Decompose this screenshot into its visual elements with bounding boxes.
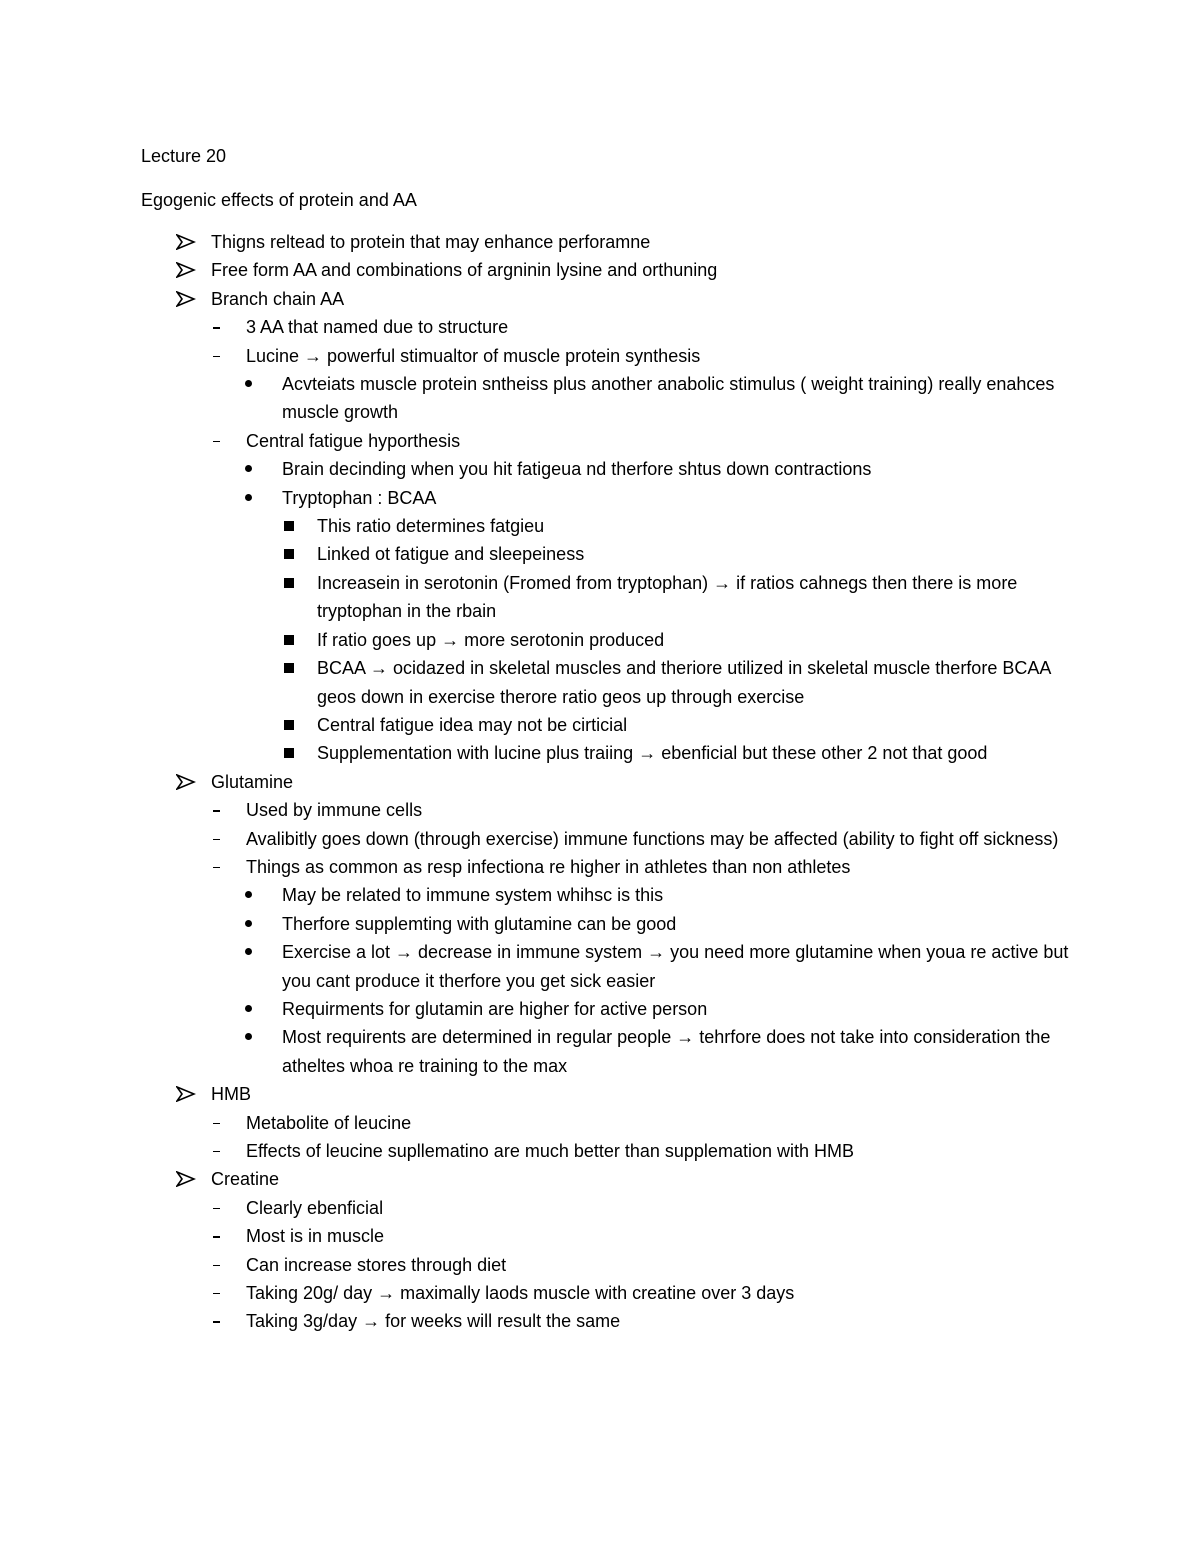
round-bullet-icon bbox=[243, 484, 257, 512]
outline-item bbox=[0, 540, 1072, 568]
outline-list bbox=[0, 228, 1200, 1336]
outline-item bbox=[0, 1137, 1071, 1165]
outline-item bbox=[0, 1165, 1071, 1193]
outline-item-text: BCAA → ocidazed in skeletal muscles and theriore utilized in skeletal muscle therfore BCAA geos down in exercise therore ratio geos up through exercise bbox=[317, 658, 1051, 707]
outline-item-text: Metabolite of leucine bbox=[246, 1112, 412, 1133]
outline-item bbox=[0, 1222, 1071, 1250]
outline-item bbox=[0, 881, 1072, 909]
outline-item bbox=[0, 654, 1072, 711]
square-bullet-icon bbox=[283, 654, 297, 682]
outline-item bbox=[0, 512, 1072, 540]
outline-item bbox=[0, 626, 1072, 654]
outline-item-text: Taking 20g/ day → maximally laods muscle with creatine over 3 days bbox=[246, 1283, 795, 1304]
outline-item bbox=[0, 938, 1072, 995]
outline-item-text: Avalibitly goes down (through exercise) immune functions may be affected (ability to fight off sickness) bbox=[246, 828, 1059, 849]
outline-item bbox=[0, 1023, 1072, 1080]
dash-bullet-icon bbox=[212, 1194, 226, 1222]
outline-item-text: Requirments for glutamin are higher for active person bbox=[282, 998, 708, 1019]
outline-item bbox=[0, 910, 1072, 938]
outline-item-text: Branch chain AA bbox=[211, 288, 345, 309]
square-bullet-icon bbox=[283, 512, 297, 540]
round-bullet-icon bbox=[243, 1023, 257, 1051]
outline-item bbox=[0, 739, 1072, 767]
outline-item bbox=[0, 569, 1072, 626]
dash-bullet-icon bbox=[212, 427, 226, 455]
outline-item-text: May be related to immune system whihsc is this bbox=[282, 885, 664, 906]
dash-bullet-icon bbox=[212, 313, 226, 341]
outline-item-text: Effects of leucine supllematino are much better than supplemation with HMB bbox=[246, 1141, 854, 1161]
outline-item bbox=[0, 313, 1071, 341]
outline-item-text: Supplementation with lucine plus traiing → ebenficial but these other 2 not that good bbox=[317, 743, 988, 764]
outline-item bbox=[0, 370, 1072, 427]
outline-item bbox=[0, 995, 1072, 1023]
outline-item bbox=[0, 285, 1071, 313]
outline-item-text: HMB bbox=[211, 1084, 251, 1105]
outline-item-text: Linked ot fatigue and sleepeiness bbox=[317, 544, 585, 565]
outline-item-text: Central fatigue hyporthesis bbox=[246, 430, 461, 451]
outline-item-text: Glutamine bbox=[211, 771, 294, 792]
dash-bullet-icon bbox=[212, 1137, 226, 1165]
dash-bullet-icon bbox=[212, 1222, 226, 1250]
outline-item-text: Most is in muscle bbox=[246, 1226, 385, 1247]
outline-item-text: Taking 3g/day → for weeks will result the same bbox=[246, 1311, 621, 1332]
square-bullet-icon bbox=[283, 569, 297, 597]
dash-bullet-icon bbox=[212, 1279, 226, 1307]
outline-item bbox=[0, 1194, 1071, 1222]
outline-item bbox=[0, 455, 1072, 483]
outline-item-text: Lucine → powerful stimualtor of muscle protein synthesis bbox=[246, 345, 701, 366]
arrowhead-bullet-icon bbox=[176, 228, 196, 256]
outline-item bbox=[0, 427, 1071, 455]
outline-item-text: Therfore supplemting with glutamine can be good bbox=[282, 913, 677, 934]
outline-item bbox=[0, 1279, 1071, 1307]
outline-item-text: Exercise a lot → decrease in immune system → you need more glutamine when youa re active but you cant produce it therfore you get sick easier bbox=[282, 942, 1069, 991]
dash-bullet-icon bbox=[212, 796, 226, 824]
arrowhead-bullet-icon bbox=[176, 256, 196, 284]
square-bullet-icon bbox=[283, 739, 297, 767]
outline-item-text: Creatine bbox=[211, 1169, 280, 1190]
outline-item-text: Increasein in serotonin (Fromed from tryptophan) → if ratios cahnegs then there is more tryptophan in the rbain bbox=[317, 572, 1018, 622]
dash-bullet-icon bbox=[212, 825, 226, 853]
outline-item-text: Free form AA and combinations of argninin lysine and orthuning bbox=[211, 260, 718, 281]
outline-item-text: Used by immune cells bbox=[246, 800, 423, 821]
outline-item bbox=[0, 484, 1072, 512]
arrowhead-bullet-icon bbox=[176, 1080, 196, 1108]
outline-item-text: Most requirents are determined in regular people → tehrfore does not take into consideration the atheltes whoa re training to the max bbox=[282, 1027, 1051, 1076]
arrowhead-bullet-icon bbox=[176, 768, 196, 796]
dash-bullet-icon bbox=[212, 1109, 226, 1137]
outline-item-text: If ratio goes up → more serotonin produced bbox=[317, 629, 665, 650]
outline-item-text: Tryptophan : BCAA bbox=[282, 487, 437, 508]
dash-bullet-icon bbox=[212, 1251, 226, 1279]
round-bullet-icon bbox=[243, 938, 257, 966]
outline-item bbox=[0, 228, 1071, 256]
outline-item bbox=[0, 768, 1071, 796]
square-bullet-icon bbox=[283, 711, 297, 739]
outline-item-text: Can increase stores through diet bbox=[246, 1254, 507, 1275]
outline-item-text: 3 AA that named due to structure bbox=[246, 317, 509, 338]
outline-item-text: Thigns reltead to protein that may enhance perforamne bbox=[211, 232, 651, 252]
square-bullet-icon bbox=[283, 540, 297, 568]
arrowhead-bullet-icon bbox=[176, 1165, 196, 1193]
dash-bullet-icon bbox=[212, 853, 226, 881]
dash-bullet-icon bbox=[212, 342, 226, 370]
outline-item bbox=[0, 796, 1071, 824]
outline-item bbox=[0, 853, 1071, 881]
dash-bullet-icon bbox=[212, 1307, 226, 1335]
round-bullet-icon bbox=[243, 995, 257, 1023]
document-title: Lecture 20 bbox=[141, 146, 227, 166]
arrowhead-bullet-icon bbox=[176, 285, 196, 313]
round-bullet-icon bbox=[243, 881, 257, 909]
round-bullet-icon bbox=[243, 455, 257, 483]
square-bullet-icon bbox=[283, 626, 297, 654]
outline-item bbox=[0, 256, 1071, 284]
outline-item bbox=[0, 1080, 1071, 1108]
outline-item bbox=[0, 1251, 1071, 1279]
outline-item-text: This ratio determines fatgieu bbox=[317, 516, 545, 537]
outline-item bbox=[0, 1307, 1071, 1335]
round-bullet-icon bbox=[243, 910, 257, 938]
outline-item-text: Central fatigue idea may not be cirticial bbox=[317, 714, 628, 735]
round-bullet-icon bbox=[243, 370, 257, 398]
outline-item bbox=[0, 1109, 1071, 1137]
outline-item-text: Clearly ebenficial bbox=[246, 1197, 384, 1218]
outline-item-text: Acvteiats muscle protein sntheiss plus another anabolic stimulus ( weight training) really enahces muscle growth bbox=[282, 374, 1055, 423]
outline-item bbox=[0, 342, 1071, 370]
outline-item bbox=[0, 711, 1072, 739]
outline-item-text: Things as common as resp infectiona re higher in athletes than non athletes bbox=[246, 856, 851, 877]
outline-item bbox=[0, 825, 1071, 853]
outline-item-text: Brain decinding when you hit fatigeua nd therfore shtus down contractions bbox=[282, 459, 872, 480]
document-subtitle: Egogenic effects of protein and AA bbox=[141, 190, 417, 210]
